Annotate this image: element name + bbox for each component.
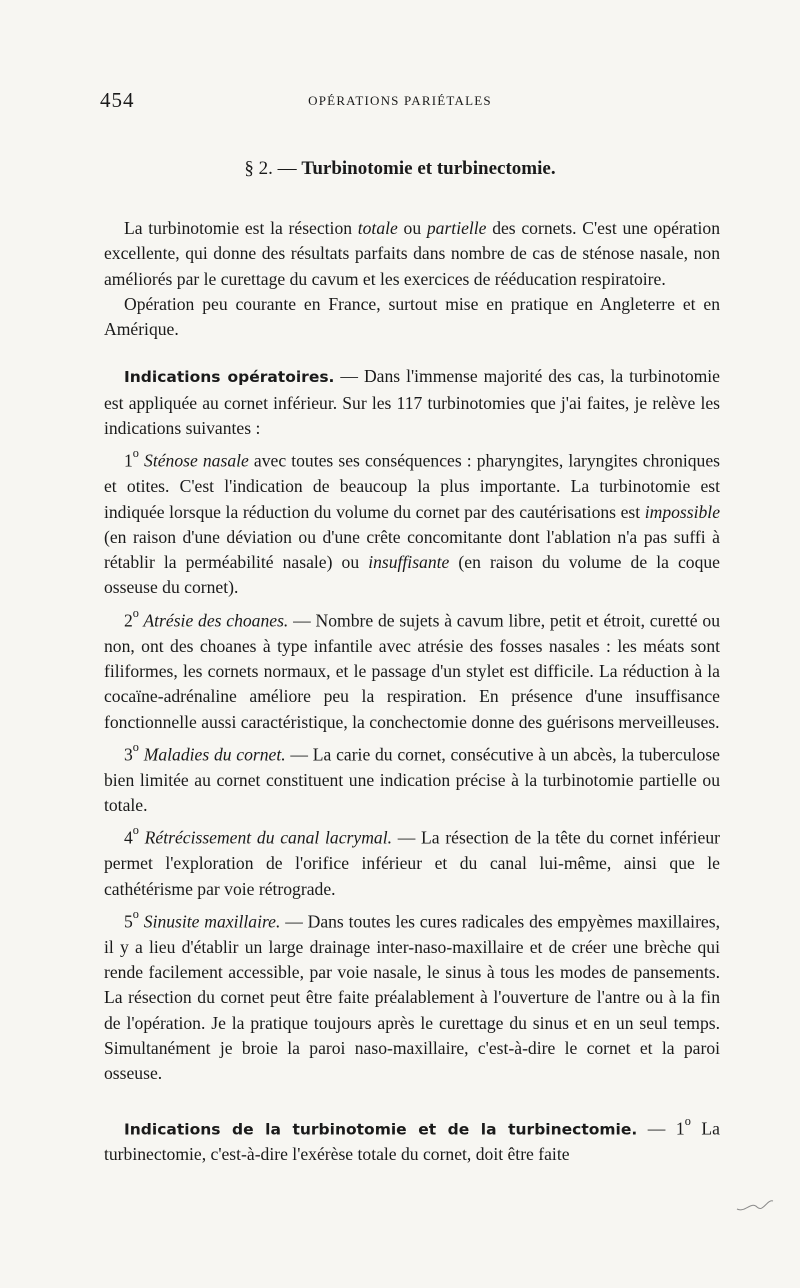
text-run: (en raison d'une déviation ou d'une crête concomitante dont l'ablation n'a pas suffi à rétablir la perméabilité nasale) ou bbox=[104, 526, 720, 573]
item-number: 2 bbox=[124, 610, 133, 631]
indication-4 bbox=[104, 818, 720, 902]
section-title bbox=[0, 158, 800, 180]
text-run: La turbinectomie, c'est-à-dire l'exérèse totale du cornet, doit être faite bbox=[104, 1118, 720, 1165]
italic-run: totale bbox=[357, 218, 398, 238]
italic-run: insuffisante bbox=[368, 552, 450, 573]
running-head: OPÉRATIONS PARIÉTALES bbox=[308, 93, 492, 108]
ordinal-mark: o bbox=[132, 906, 139, 921]
italic-run: Maladies du cornet. bbox=[138, 744, 286, 765]
text-run: — Dans l'immense majorité des cas, la turbinotomie est appliquée au cornet inférieur. Sur les 117 turbinotomies que j'ai faites, je relève les indications suivantes : bbox=[104, 366, 720, 439]
text-run: — La résection de la tête du cornet inférieur permet l'exploration de l'orifice inférieur et du canal lui-même, ainsi que le cathétérisme par voie rétrograde. bbox=[104, 827, 720, 899]
italic-run: Sinusite maxillaire. bbox=[138, 911, 281, 932]
body-text bbox=[104, 216, 720, 1168]
paragraph-turbinectomy bbox=[104, 1109, 720, 1168]
text-run: ou bbox=[397, 218, 427, 238]
indication-5 bbox=[104, 902, 720, 1087]
italic-run: Sténose nasale bbox=[138, 450, 249, 471]
ink-squiggle-mark bbox=[735, 1195, 775, 1215]
text-run: des cornets. C'est une opération excellente, qui donne des résultats parfaits dans nombre de cas de sténose nasale, non améliorés par le curettage du cavum et les exercices de rééducation respiratoire. bbox=[104, 218, 720, 289]
indications-heading: Indications opératoires. bbox=[124, 368, 335, 387]
item-number: 3 bbox=[124, 744, 133, 765]
text-run: (en raison du volume de la coque osseuse du cornet). bbox=[104, 552, 720, 598]
turbinectomy-heading: Indications de la turbinotomie et de la turbinectomie. bbox=[124, 1120, 638, 1139]
italic-run: partielle bbox=[426, 218, 487, 238]
ordinal-mark: o bbox=[684, 1113, 691, 1128]
text-run: La turbinotomie est la résection bbox=[124, 218, 358, 238]
paragraph-indications bbox=[104, 364, 720, 441]
indication-2 bbox=[104, 601, 720, 735]
item-number: 5 bbox=[124, 911, 133, 932]
text-run: avec toutes ses conséquences : pharyngites, laryngites chroniques et otites. C'est l'indication de beaucoup la plus importante. La turbinotomie est indiquée lorsque la réduction du volume du cornet par des cautérisations est bbox=[104, 450, 720, 522]
ordinal-mark: o bbox=[132, 605, 139, 620]
text-run: — La carie du cornet, consécutive à un abcès, la tuberculose bien limitée au cornet constituent une indication précise à la turbinotomie partielle ou totale. bbox=[104, 744, 720, 816]
page-number: 454 bbox=[100, 88, 135, 112]
section-number: § 2. — bbox=[244, 158, 297, 179]
text-run: — Nombre de sujets à cavum libre, petit et étroit, curetté ou non, ont des choanes à type infantile avec atrésie des fosses nasales : les méats sont filiformes, les cornets normaux, et le passage d'un stylet est difficile. La réduction à la cocaïne-adrénaline améliore peu la respiration. En présence d'une insuffisance fonctionnelle aussi caractéristique, la conchectomie donne des guérisons merveilleuses. bbox=[104, 610, 720, 732]
item-number: 1 bbox=[124, 450, 133, 471]
paragraph-intro bbox=[104, 216, 720, 292]
item-number: 4 bbox=[124, 827, 133, 848]
ordinal-mark: o bbox=[132, 823, 139, 838]
text-run: — 1 bbox=[637, 1118, 685, 1139]
italic-run: impossible bbox=[644, 501, 720, 522]
text-run: — Dans toutes les cures radicales des empyèmes maxillaires, il y a lieu d'établir un large drainage inter-naso-maxillaire et de créer une brèche qui rende facilement accessible, par voie nasale, le sinus à tous les modes de pansements. La résection du cornet peut être faite préalablement à l'ouverture de l'antre ou à la fin de l'opération. Je la pratique toujours après le curettage du sinus et en un seul temps. Simultanément je broie la paroi naso-maxillaire, c'est-à-dire le cornet et la paroi osseuse. bbox=[104, 911, 720, 1084]
paragraph-context: Opération peu courante en France, surtout mise en pratique en Angleterre et en Amérique. bbox=[104, 293, 720, 340]
italic-run: Rétrécissement du canal lacrymal. bbox=[138, 827, 392, 848]
section-title-text: Turbinotomie et turbinectomie. bbox=[301, 158, 556, 179]
indication-1 bbox=[104, 441, 720, 600]
italic-run: Atrésie des choanes. bbox=[138, 610, 289, 631]
indication-3 bbox=[104, 735, 720, 819]
ordinal-mark: o bbox=[132, 739, 139, 754]
ordinal-mark: o bbox=[132, 446, 139, 461]
